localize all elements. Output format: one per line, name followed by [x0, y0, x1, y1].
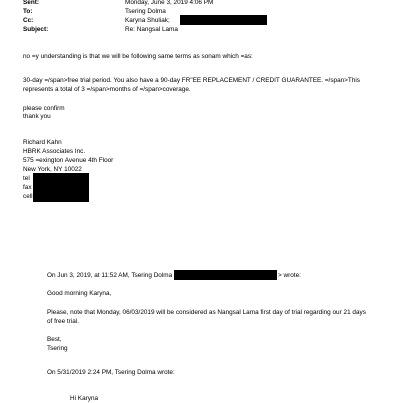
quoted-sender: Tsering: [47, 345, 68, 352]
redaction-box: [180, 15, 267, 25]
body-line-trial: 30-day =/span>free trial period. You also have a 90-day FR"EE REPLACEMENT / CREDIT GUARANTEE. =/span>This: [23, 77, 360, 84]
signature-company: HBRK Associates Inc.: [23, 148, 86, 155]
subject-label: Subject:: [23, 26, 49, 33]
redaction-box: [174, 270, 277, 280]
cc-value: Karyna Shuliak;: [125, 17, 170, 24]
body-line-thanks: thank you: [23, 113, 51, 120]
quoted-paragraph-line2: of free trial.: [47, 318, 79, 325]
body-line-terms: no =y understanding is that we will be following same terms as sonam which =as:: [23, 53, 253, 60]
signature-city: New York, NY 10022: [23, 166, 82, 173]
signature-cell: cell: [23, 193, 33, 200]
cc-label: Cc:: [23, 17, 34, 24]
redaction-box: [33, 173, 89, 202]
quoted-header-prefix: On Jun 3, 2019, at 11:52 AM, Tsering Dolma: [47, 272, 173, 279]
subject-value: Re: Nangsal Lama: [125, 26, 178, 33]
signature-fax: fax: [23, 184, 32, 191]
quoted-paragraph-line1: Please, note that Monday, 06/03/2019 will be considered as Nangsal Lama first day of trial regarding our 21 days: [47, 309, 366, 316]
previous-message-greeting: Hi Karyna: [70, 395, 99, 402]
quoted-closing: Best,: [47, 336, 62, 343]
sent-label: Sent:: [23, 0, 39, 6]
to-value: Tsering Dolma: [125, 8, 166, 15]
signature-address: 575 =exington Avenue 4th Floor: [23, 157, 114, 164]
quoted-header-suffix: > wrote:: [278, 272, 301, 279]
to-label: To:: [23, 8, 33, 15]
sent-value: Monday, June 3, 2019 4:06 PM: [125, 0, 214, 6]
signature-name: Richard Kahn: [23, 139, 62, 146]
body-line-confirm: please confirm: [23, 105, 65, 112]
body-line-coverage: represents a total of 3 =/span>months of =/span>coverage.: [23, 86, 191, 93]
previous-message-header: On 5/31/2019 2:24 PM, Tsering Dolma wrote:: [47, 369, 175, 376]
signature-tel: tel: [23, 175, 30, 182]
quoted-greeting: Good morning Karyna,: [47, 290, 112, 297]
